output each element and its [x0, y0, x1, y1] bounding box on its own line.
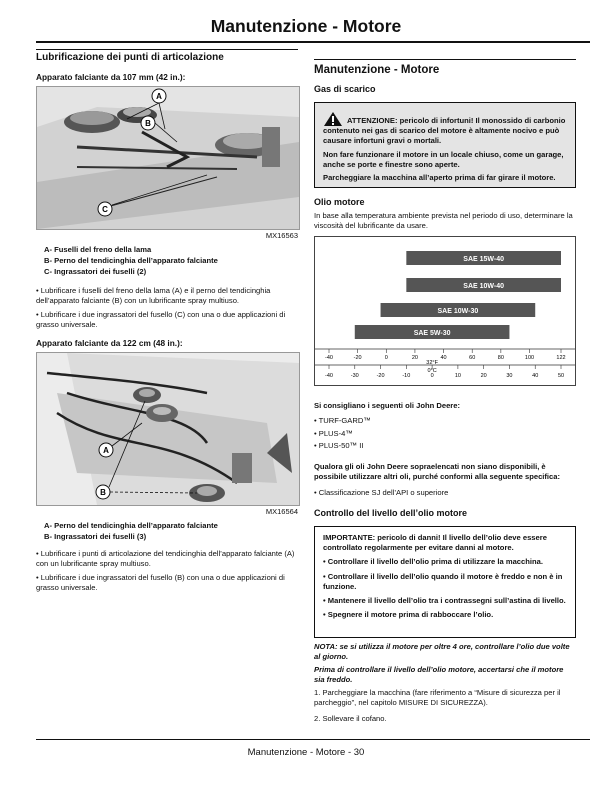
- c-tick-label: -30: [350, 373, 359, 379]
- caption-c: C- Ingrassatori dei fuselli (2): [44, 267, 147, 276]
- oil-plus-50: • PLUS-50™ II: [314, 441, 364, 450]
- fig1-captions: [44, 244, 298, 277]
- page-title: Manutenzione - Motore: [210, 16, 402, 36]
- figure-deck-107: [36, 86, 300, 230]
- fig1-label-b: B: [145, 119, 151, 128]
- fig2-label-b: B: [100, 488, 106, 497]
- oil-plus-4: • PLUS-4™: [314, 428, 353, 438]
- caption-2b: B- Ingrassatori dei fuselli (3): [44, 532, 147, 541]
- f-unit-label: 32°F: [426, 360, 438, 366]
- f-tick-label: 122: [556, 355, 566, 361]
- f-tick-label: 20: [411, 355, 418, 361]
- fig2-captions: [44, 520, 298, 542]
- fig2-bullet-1: • Lubrificare i punti di articolazione del tendicinghia dell’apparato falciante (A) con un lubrificante spray multiuso.: [36, 549, 295, 569]
- bar-label: SAE 10W-30: [437, 308, 479, 315]
- note-1: NOTA: se si utilizza il motore per oltre 4 ore, controllare l’olio due volte al giorno.: [314, 642, 570, 662]
- c-unit-label: 0°C: [427, 368, 437, 374]
- c-tick-label: 10: [454, 373, 461, 379]
- fig2-label-a: A: [103, 446, 109, 455]
- fig1-label-a: A: [156, 92, 162, 101]
- warning-box: [314, 102, 576, 188]
- note-2: Prima di controllare il livello dell’olio motore, accertarsi che il motore sia freddo.: [314, 665, 564, 685]
- fig1-label-c: C: [102, 205, 108, 214]
- c-tick-label: -40: [325, 373, 333, 379]
- f-tick-label: 60: [469, 355, 476, 361]
- figure-deck-122: [36, 352, 300, 506]
- jd-oils-list: [314, 415, 371, 453]
- warning-p2: Non fare funzionare il motore in un locale chiuso, come un garage, anche se porte e finestre sono aperte.: [323, 149, 564, 169]
- exhaust-title: Gas di scarico: [314, 84, 376, 94]
- step-1: 1. Parcheggiare la macchina (fare riferimento a “Misure di sicurezza per il parcheggio”, nel capitolo MISURE DI SICUREZZA).: [314, 688, 561, 708]
- deck-107-illustration: [37, 87, 299, 229]
- c-tick-label: 50: [557, 373, 565, 379]
- f-tick-label: 100: [524, 355, 535, 361]
- f-tick-label: 0: [384, 355, 388, 361]
- c-tick-label: -20: [376, 373, 385, 379]
- deck122-title: Apparato falciante da 122 cm (48 in.):: [36, 338, 183, 348]
- bar-label: SAE 5W-30: [413, 330, 451, 337]
- bar-label: SAE 10W-40: [463, 283, 505, 290]
- fig2-bullet-2: • Lubrificare i due ingrassatori del fusello (B) con una o due applicazioni di grasso universale.: [36, 573, 285, 593]
- c-tick-label: 20: [480, 373, 487, 379]
- right-section-title: Manutenzione - Motore: [314, 64, 440, 76]
- alt-spec: • Classificazione SJ dell’API o superiore: [314, 488, 449, 497]
- viscosity-chart-svg: [315, 237, 575, 385]
- caption-a: A- Fuselli del freno della lama: [44, 245, 152, 254]
- step-2: 2. Sollevare il cofano.: [314, 714, 387, 723]
- alt-oils-title: Qualora gli oli John Deere sopraelencati non siano disponibili, è possibile utilizzare altri oli, purché conformi alla seguente specifica:: [314, 462, 561, 482]
- f-tick-label: -20: [353, 355, 362, 361]
- oil-turf-gard: • TURF-GARD™: [314, 416, 371, 425]
- oil-intro: In base alla temperatura ambiente prevista nel periodo di uso, determinare la viscosità del lubrificante da usare.: [314, 211, 573, 231]
- figure-id-1: MX16563: [265, 231, 298, 240]
- warning-triangle-icon: [323, 111, 343, 127]
- c-tick-label: 30: [506, 373, 513, 379]
- footer-rule: [36, 739, 590, 740]
- caption-b: B- Perno del tendicinghia dell’apparato falciante: [44, 256, 218, 265]
- important-lead: IMPORTANTE: pericolo di danni! Il livello dell’olio deve essere controllato regolarmente per evitare danni al motore.: [323, 533, 547, 553]
- figure-id-2: MX16564: [265, 507, 298, 516]
- important-bullet-2: • Controllare il livello dell’olio quando il motore è freddo e non è in funzione.: [323, 571, 563, 591]
- f-tick-label: 40: [440, 355, 447, 361]
- deck107-title: Apparato falciante da 107 mm (42 in.):: [36, 72, 186, 82]
- c-tick-label: 0: [430, 373, 434, 379]
- f-tick-label: 80: [497, 355, 504, 361]
- f-tick-label: -40: [325, 355, 333, 361]
- oil-title: Olio motore: [314, 197, 365, 207]
- important-bullet-1: • Controllare il livello dell’olio prima di utilizzare la macchina.: [323, 557, 543, 567]
- fig1-bullet-1: • Lubrificare i fuselli del freno della lama (A) e il perno del tendicinghia dell’apparato falciante (B) con un lubrificante spray multiuso.: [36, 286, 271, 306]
- jd-oils-title: Si consigliano i seguenti oli John Deere:: [314, 401, 460, 410]
- deck-122-illustration: [37, 353, 299, 505]
- warning-lead: ATTENZIONE: pericolo di infortuni! Il monossido di carbonio contenuto nei gas di scarico del motore è altamente nocivo e può causare infortuni gravi o mortali.: [323, 116, 566, 146]
- fig1-bullet-2: • Lubrificare i due ingrassatori del fusello (C) con una o due applicazioni di grasso universale.: [36, 310, 286, 330]
- left-column-rule: [36, 49, 298, 50]
- important-bullet-4: • Spegnere il motore prima di rabboccare l’olio.: [323, 610, 494, 620]
- warning-p3: Parcheggiare la macchina all’aperto prima di far girare il motore.: [323, 173, 556, 183]
- important-bullet-3: • Mantenere il livello dell’olio tra i contrassegni sull’astina di livello.: [323, 596, 566, 606]
- right-column-rule: [314, 59, 576, 60]
- c-tick-label: -10: [402, 373, 411, 379]
- footer-page: Manutenzione - Motore - 30: [247, 747, 365, 758]
- left-section-title: Lubrificazione dei punti di articolazione: [36, 52, 224, 63]
- bar-label: SAE 15W-40: [463, 256, 505, 263]
- caption-2a: A- Perno del tendicinghia dell’apparato falciante: [44, 521, 218, 530]
- viscosity-chart: [314, 236, 576, 386]
- header-rule: [36, 41, 590, 43]
- level-title: Controllo del livello dell’olio motore: [314, 508, 468, 518]
- c-tick-label: 40: [532, 373, 539, 379]
- important-box: [314, 526, 576, 638]
